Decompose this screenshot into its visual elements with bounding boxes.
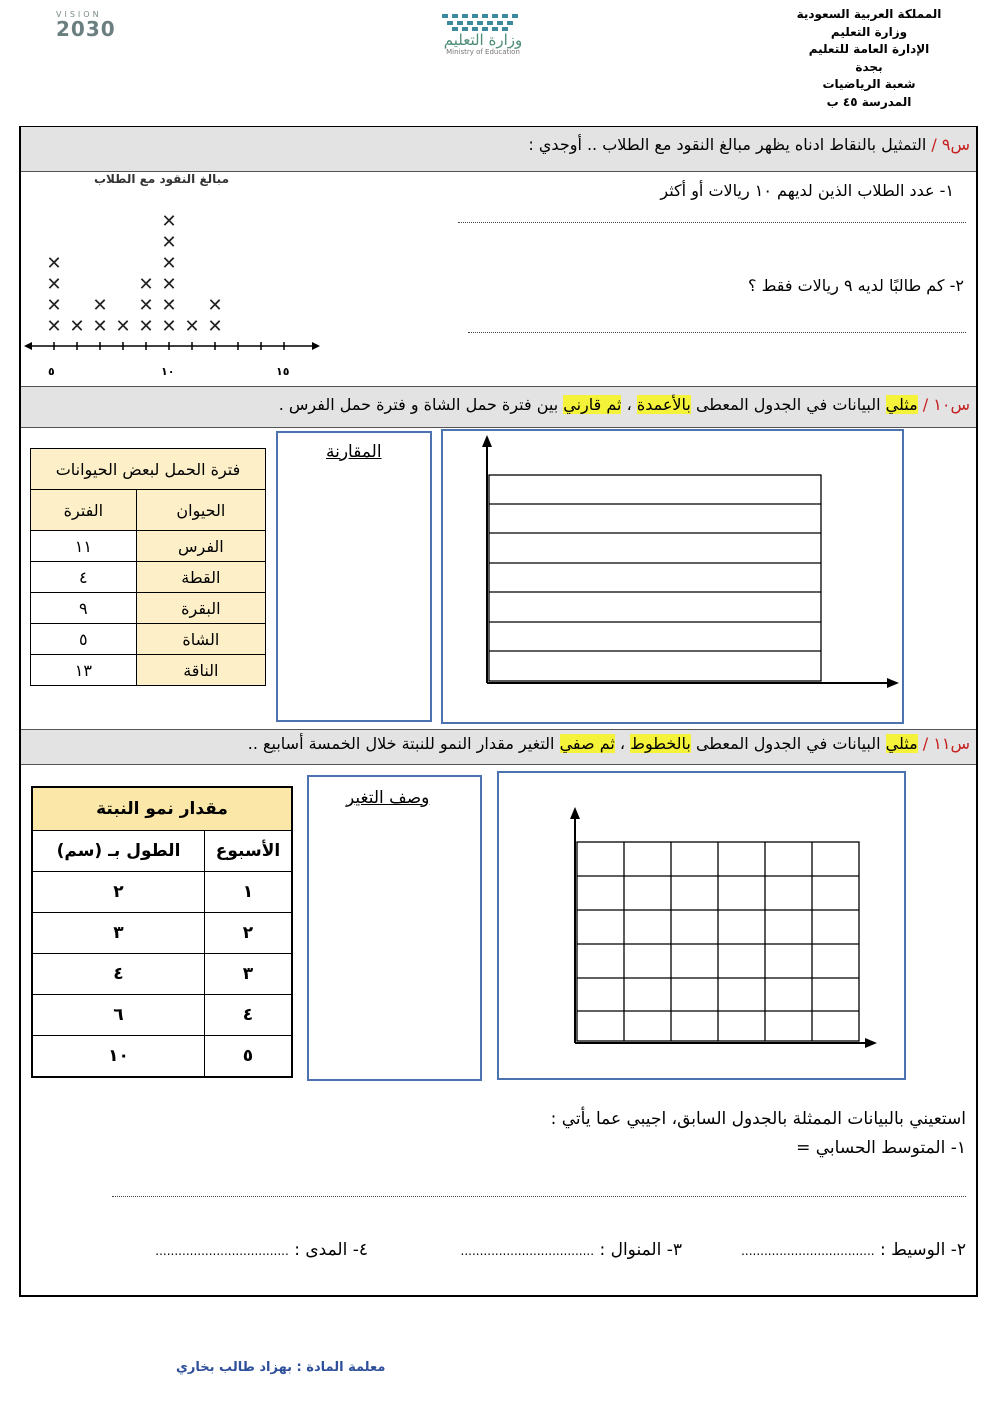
q11-text: التغير مقدار النمو للنبتة خلال الخمسة أسابيع .. <box>247 734 560 753</box>
q9-sub1: ١- عدد الطلاب الذين لديهم ١٠ ريالات أو أكثر <box>660 181 954 200</box>
range-label: ٤- المدى : <box>294 1240 368 1260</box>
q11-question <box>248 734 970 753</box>
dot-plot-mark: ✕ <box>46 253 62 274</box>
table-cell: ١٠ <box>32 1036 205 1078</box>
dot-plot-mark: ✕ <box>138 274 154 295</box>
q10-text: البيانات في الجدول المعطى <box>690 395 886 414</box>
q10-number: س١٠ / <box>922 395 970 414</box>
table-row <box>32 995 292 1036</box>
dot-plot-mark: ✕ <box>161 253 177 274</box>
table-row <box>32 954 292 995</box>
table-cell: الشاة <box>136 624 265 655</box>
answer-line[interactable] <box>458 222 966 223</box>
mean-prompt: ١- المتوسط الحسابي = <box>796 1138 966 1158</box>
axis-tick-label: ١٥ <box>276 365 290 378</box>
q9-number: س٩ / <box>931 135 970 154</box>
change-description-box[interactable] <box>307 775 482 1081</box>
table-cell: ٢ <box>205 913 293 954</box>
dot-plot-mark: ✕ <box>115 316 131 337</box>
change-description-title: وصف التغير <box>346 788 430 808</box>
dot-plot-mark: ✕ <box>46 295 62 316</box>
dot-plot-mark: ✕ <box>92 295 108 316</box>
dot-plot-mark: ✕ <box>161 232 177 253</box>
q10-highlight: ثم قارني <box>563 395 622 414</box>
answer-line[interactable] <box>112 1196 966 1197</box>
table-cell: ٣ <box>32 913 205 954</box>
table-row <box>31 531 266 562</box>
bar-chart-grid <box>441 429 903 723</box>
header-line: شعبة الرياضيات <box>822 77 916 91</box>
dot-plot-mark: ✕ <box>46 316 62 337</box>
dot-plot-mark: ✕ <box>184 316 200 337</box>
mode-label: ٣- المنوال : <box>599 1240 682 1260</box>
table-row <box>32 1036 292 1078</box>
median-prompt <box>741 1240 966 1260</box>
dot-plot-title: مبالغ النقود مع الطلاب <box>94 172 230 186</box>
ministry-dots-icon <box>440 12 530 32</box>
vision-label: VISION <box>56 10 102 19</box>
header-line: المملكة العربية السعودية <box>796 7 942 21</box>
table-row <box>32 913 292 954</box>
table-cell: ٤ <box>31 562 137 593</box>
ministry-logo <box>418 10 548 62</box>
ministry-name-en: Ministry of Education <box>446 48 520 56</box>
vision-year: 2030 <box>56 17 116 41</box>
table-row <box>31 562 266 593</box>
answer-dots[interactable]: ................................... <box>155 1244 289 1258</box>
gestation-table <box>30 448 266 686</box>
dot-plot-mark: ✕ <box>46 274 62 295</box>
table-cell: البقرة <box>136 593 265 624</box>
table-row <box>31 593 266 624</box>
comparison-title: المقارنة <box>326 442 382 462</box>
q9-sub2: ٢- كم طالبًا لديه ٩ ريالات فقط ؟ <box>748 276 964 295</box>
table-cell: ١ <box>205 872 293 913</box>
dot-plot-mark: ✕ <box>207 316 223 337</box>
table-cell: ١١ <box>31 531 137 562</box>
answer-dots[interactable]: ................................... <box>460 1244 595 1258</box>
header-line: الإدارة العامة للتعليم بجدة <box>808 42 930 74</box>
table-row <box>32 872 292 913</box>
range-prompt <box>155 1240 368 1260</box>
table-cell: ٢ <box>32 872 205 913</box>
table-cell: الناقة <box>136 655 265 686</box>
dot-plot-mark: ✕ <box>161 295 177 316</box>
dot-plot-axis <box>24 340 324 352</box>
dot-plot-mark: ✕ <box>161 316 177 337</box>
axis-tick-label: ٥ <box>48 365 55 378</box>
table-cell: ٣ <box>205 954 293 995</box>
table-cell: ٤ <box>32 954 205 995</box>
q10-highlight: بالأعمدة <box>636 395 691 414</box>
q10-question <box>279 395 970 414</box>
header-line: المدرسة ٤٥ ب <box>826 94 912 109</box>
vision-2030-logo <box>56 10 146 42</box>
school-header <box>794 6 944 111</box>
table-header: الفترة <box>31 490 137 531</box>
q9-question <box>528 135 970 154</box>
mode-prompt <box>461 1240 682 1260</box>
dot-plot-mark: ✕ <box>69 316 85 337</box>
answer-line[interactable] <box>468 332 966 333</box>
q11-text: ، <box>614 734 631 753</box>
table-cell: ٥ <box>205 1036 293 1078</box>
q10-highlight: مثلي <box>885 395 918 414</box>
q11-highlight: ثم صفي <box>559 734 615 753</box>
q11-highlight: بالخطوط <box>630 734 691 753</box>
dot-plot-mark: ✕ <box>92 316 108 337</box>
answer-dots[interactable]: ................................... <box>741 1244 875 1258</box>
table-cell: ٩ <box>31 593 137 624</box>
table-cell: ٥ <box>31 624 137 655</box>
dot-plot-mark: ✕ <box>207 295 223 316</box>
table-row <box>31 655 266 686</box>
ministry-name-ar: وزارة التعليم <box>443 31 523 49</box>
table-cell: ١٣ <box>31 655 137 686</box>
q11-number: س١١ / <box>922 734 970 753</box>
dot-plot-mark: ✕ <box>161 211 177 232</box>
dot-plot-mark: ✕ <box>161 274 177 295</box>
table-title: فترة الحمل لبعض الحيوانات <box>31 449 266 490</box>
table-title: مقدار نمو النبتة <box>32 787 292 831</box>
plant-growth-table <box>31 786 293 1078</box>
line-graph-grid <box>497 771 905 1079</box>
q10-text: بين فترة حمل الشاة و فترة حمل الفرس . <box>278 395 564 414</box>
table-header: الأسبوع <box>205 831 293 872</box>
dot-plot <box>24 200 324 380</box>
header-line: وزارة التعليم <box>830 24 908 39</box>
axis-tick-label: ١٠ <box>161 365 175 378</box>
followup-instruction: استعيني بالبيانات الممثلة بالجدول السابق، اجيبي عما يأتي : <box>550 1109 966 1129</box>
table-header: الحيوان <box>136 490 265 531</box>
dot-plot-mark: ✕ <box>138 316 154 337</box>
q11-highlight: مثلي <box>885 734 918 753</box>
q11-text: البيانات في الجدول المعطى <box>690 734 886 753</box>
teacher-name: معلمة المادة : بهزاد طالب بخاري <box>176 1360 386 1375</box>
q9-text: التمثيل بالنقاط ادناه يظهر مبالغ النقود مع الطلاب .. أوجدي : <box>528 135 927 154</box>
table-cell: ٤ <box>205 995 293 1036</box>
comparison-box[interactable] <box>276 431 432 722</box>
median-label: ٢- الوسيط : <box>879 1240 966 1260</box>
table-cell: القطة <box>136 562 265 593</box>
q10-text: ، <box>621 395 637 414</box>
dot-plot-mark: ✕ <box>138 295 154 316</box>
table-cell: ٦ <box>32 995 205 1036</box>
table-header: الطول بـ (سم) <box>32 831 205 872</box>
table-cell: الفرس <box>136 531 265 562</box>
table-row <box>31 624 266 655</box>
